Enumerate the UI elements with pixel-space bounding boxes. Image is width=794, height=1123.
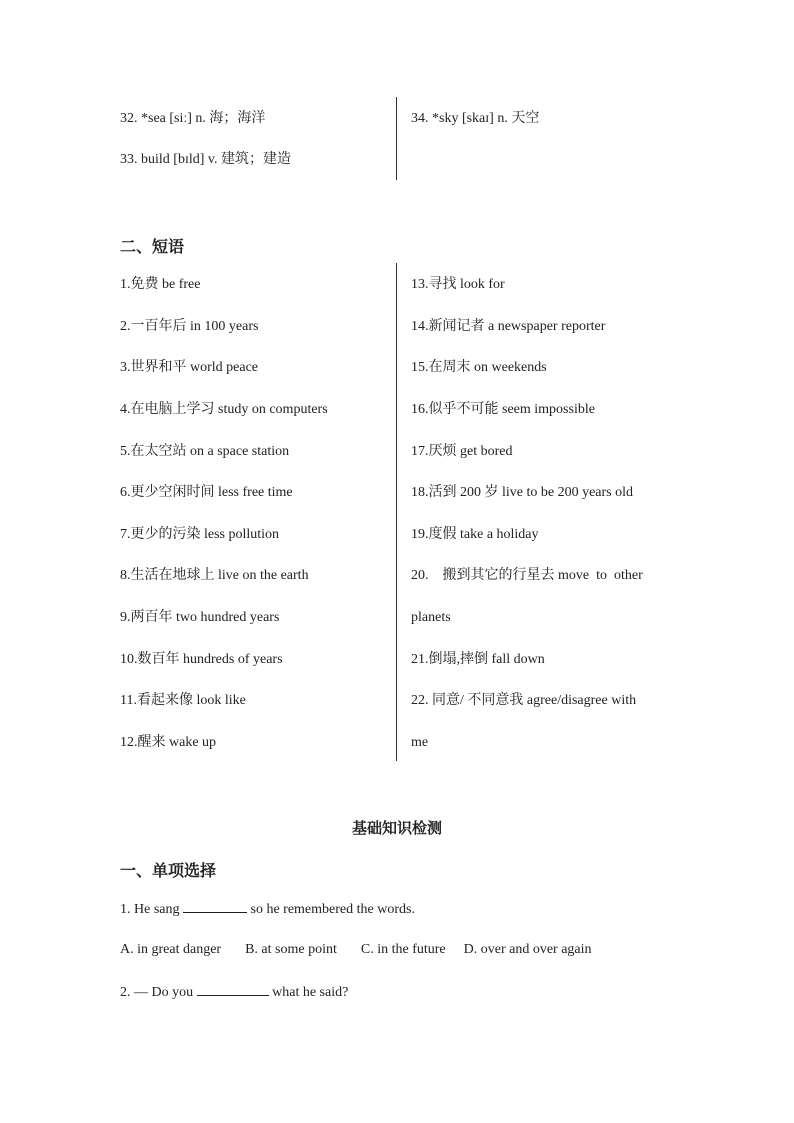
answer-blank — [197, 983, 269, 996]
option-a: A. in great danger — [120, 942, 222, 957]
question-2-text-end: what he said? — [268, 985, 349, 1000]
phrase-item-continued: planets — [411, 610, 451, 625]
question-1-text-end: so he remembered the words. — [247, 902, 415, 917]
phrase-item: 1.免费 be free — [120, 277, 201, 292]
column-divider-top — [396, 97, 397, 180]
column-divider-phrases — [396, 263, 397, 761]
phrase-item-continued: me — [411, 735, 429, 750]
phrase-item: 14.新闻记者 a newspaper reporter — [411, 319, 606, 334]
phrase-item: 15.在周末 on weekends — [411, 360, 547, 375]
phrase-item: 13.寻找 look for — [411, 277, 505, 292]
vocab-item-32: 32. *sea [siː] n. 海；海洋 — [120, 111, 266, 126]
phrase-item: 16.似乎不可能 seem impossible — [411, 402, 595, 417]
phrase-item: 2.一百年后 in 100 years — [120, 319, 259, 334]
multiple-choice-heading: 一、单项选择 — [120, 861, 217, 880]
phrase-item: 20. 搬到其它的行星去 move to other — [411, 568, 643, 583]
section-title: 基础知识检测 — [351, 819, 442, 837]
phrase-item: 21.倒塌,摔倒 fall down — [411, 652, 545, 667]
phrase-item: 7.更少的污染 less pollution — [120, 527, 280, 542]
phrase-item: 17.厌烦 get bored — [411, 444, 513, 459]
phrase-item: 6.更少空闲时间 less free time — [120, 485, 293, 500]
phrase-item: 10.数百年 hundreds of years — [120, 652, 283, 667]
option-b: B. at some point — [245, 942, 337, 957]
phrase-item: 8.生活在地球上 live on the earth — [120, 568, 309, 583]
option-c: C. in the future — [360, 942, 446, 957]
phrase-item: 4.在电脑上学习 study on computers — [120, 402, 328, 417]
question-1-options — [120, 941, 592, 959]
vocab-item-34: 34. *sky [skaɪ] n. 天空 — [411, 111, 540, 126]
phrases-heading: 二、短语 — [120, 237, 185, 256]
question-1-text-start: 1. He sang — [120, 902, 183, 917]
option-d: D. over and over again — [463, 942, 592, 957]
phrase-item: 18.活到 200 岁 live to be 200 years old — [411, 485, 634, 500]
phrase-item: 11.看起来像 look like — [120, 693, 246, 708]
question-1 — [120, 900, 415, 919]
question-2 — [120, 983, 348, 1002]
vocab-item-33: 33. build [bɪld] v. 建筑；建造 — [120, 152, 291, 167]
answer-blank — [183, 900, 247, 913]
question-2-text-start: 2. — Do you — [120, 985, 197, 1000]
phrase-item: 3.世界和平 world peace — [120, 360, 259, 375]
phrase-item: 19.度假 take a holiday — [411, 527, 539, 542]
phrase-item: 12.醒来 wake up — [120, 735, 217, 750]
phrase-item: 5.在太空站 on a space station — [120, 444, 290, 459]
phrase-item: 9.两百年 two hundred years — [120, 610, 280, 625]
phrase-item: 22. 同意/ 不同意我 agree/disagree with — [411, 693, 637, 708]
